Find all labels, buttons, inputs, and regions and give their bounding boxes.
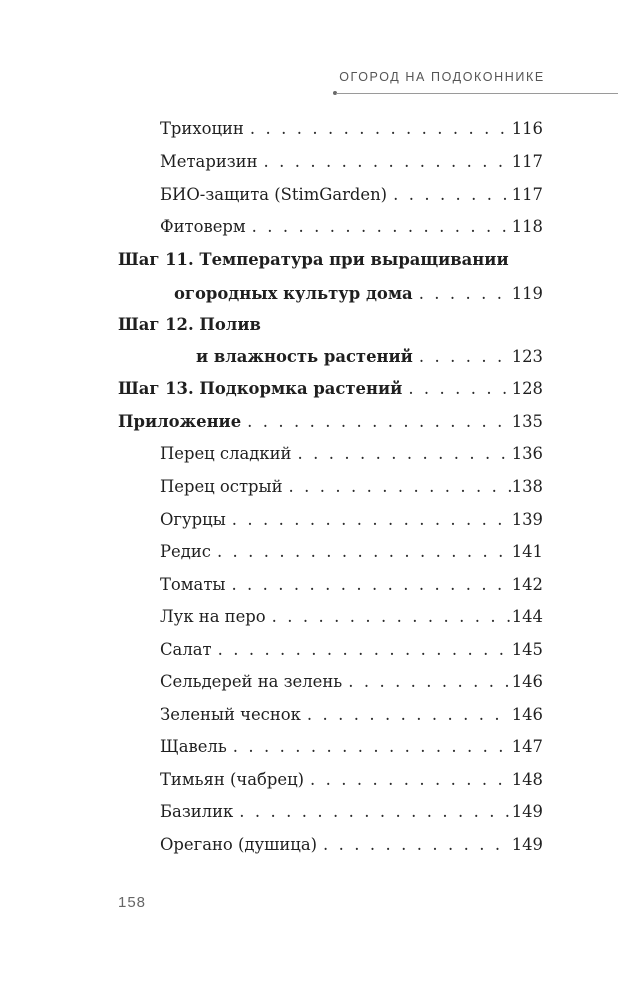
toc-entry-page: 119 [511,284,543,303]
toc-chapter-heading[interactable] [118,249,548,271]
toc-entry[interactable] [160,801,543,823]
toc-leader-dots [246,216,511,238]
toc-entry-title: Тимьян (чабрец) [160,770,305,789]
toc-entry-title: Щавель [160,737,227,756]
running-header: ОГОРОД НА ПОДОКОННИКЕ [339,70,545,84]
toc-entry[interactable] [160,639,543,661]
toc-entry-page: 117 [511,152,543,171]
toc-entry[interactable] [160,606,543,628]
toc-entry[interactable] [160,671,543,693]
toc-chapter-entry[interactable] [196,346,543,368]
toc-entry-title: Перец острый [160,477,283,496]
toc-entry-title: БИО-защита (StimGarden) [160,185,388,204]
toc-leader-dots [212,639,511,661]
toc-entry-title: Лук на перо [160,607,266,626]
toc-leader-dots [241,411,511,433]
toc-entry[interactable] [160,704,543,726]
toc-leader-dots [413,346,511,368]
toc-leader-dots [244,118,511,140]
toc-leader-dots [226,509,511,531]
toc-entry-page: 116 [511,119,543,138]
toc-entry-title: Базилик [160,802,234,821]
toc-leader-dots [387,184,511,206]
toc-leader-dots [413,283,511,305]
toc-leader-dots [301,704,511,726]
toc-entry[interactable] [160,151,543,173]
toc-leader-dots [211,541,511,563]
toc-entry-page: 147 [511,737,543,756]
toc-entry-title: Шаг 12. Полив [118,315,261,334]
toc-entry-title: огородных культур дома [174,284,413,303]
toc-entry-title: Редис [160,542,211,561]
toc-entry-title: Трихоцин [160,119,244,138]
toc-entry-page: 146 [511,672,543,691]
page-number: 158 [118,894,147,911]
toc-entry[interactable] [160,574,543,596]
toc-leader-dots [292,443,511,465]
toc-leader-dots [304,769,511,791]
toc-entry-title: Фитоверм [160,217,246,236]
toc-entry-page: 146 [511,705,543,724]
toc-entry[interactable] [160,476,543,498]
toc-entry[interactable] [160,541,543,563]
toc-entry-page: 135 [511,412,543,431]
toc-entry-title: Орегано (душица) [160,835,317,854]
toc-entry-page: 128 [511,379,543,398]
toc-entry-title: Зеленый чеснок [160,705,301,724]
toc-entry-page: 139 [511,510,543,529]
toc-entry-page: 149 [511,802,543,821]
toc-entry[interactable] [160,443,543,465]
toc-entry-page: 117 [511,185,543,204]
toc-entry-title: Томаты [160,575,226,594]
toc-entry-title: Сельдерей на зелень [160,672,343,691]
toc-entry-page: 148 [511,770,543,789]
toc-entry[interactable] [160,509,543,531]
toc-entry[interactable] [160,769,543,791]
toc-leader-dots [266,606,511,628]
toc-entry-page: 123 [511,347,543,366]
toc-entry-title: Перец сладкий [160,444,292,463]
toc-leader-dots [258,151,511,173]
toc-chapter-heading[interactable] [118,314,548,336]
toc-leader-dots [317,834,511,856]
toc-entry-page: 138 [511,477,543,496]
toc-entry-title: Метаризин [160,152,258,171]
toc-chapter-entry[interactable] [118,378,543,400]
toc-entry-title: и влажность растений [196,347,413,366]
toc-leader-dots [283,476,511,498]
toc-entry-title: Шаг 13. Подкормка растений [118,379,403,398]
toc-leader-dots [342,671,511,693]
toc-entry-page: 145 [511,640,543,659]
toc-leader-dots [233,801,510,823]
toc-entry[interactable] [160,118,543,140]
toc-entry-page: 118 [511,217,543,236]
toc-entry-page: 142 [511,575,543,594]
toc-entry[interactable] [160,184,543,206]
toc-entry-title: Салат [160,640,212,659]
toc-chapter-entry[interactable] [118,411,543,433]
toc-leader-dots [225,574,510,596]
toc-leader-dots [402,378,510,400]
toc-entry-page: 144 [511,607,543,626]
toc-entry[interactable] [160,736,543,758]
toc-leader-dots [227,736,511,758]
toc-entry-title: Приложение [118,412,242,431]
toc-entry[interactable] [160,216,543,238]
toc-entry[interactable] [160,834,543,856]
toc-entry-title: Огурцы [160,510,226,529]
toc-entry-page: 141 [511,542,543,561]
toc-chapter-entry[interactable] [174,283,543,305]
toc-entry-title: Шаг 11. Температура при выращивании [118,250,509,269]
toc-entry-page: 149 [511,835,543,854]
toc-entry-page: 136 [511,444,543,463]
